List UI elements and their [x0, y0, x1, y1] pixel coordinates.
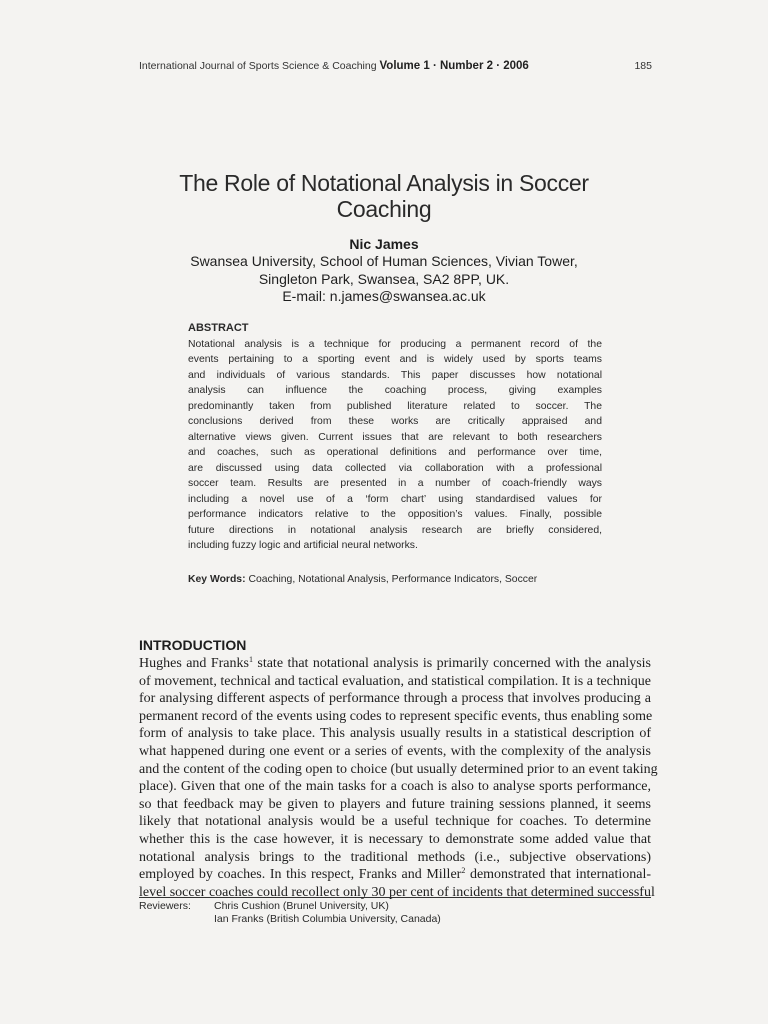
keywords-list: Coaching, Notational Analysis, Performance Indicators, Soccer — [248, 573, 538, 585]
reviewer-entry: Ian Franks (British Columbia University, Canada) — [214, 913, 441, 925]
abstract-line: conclusions derived from these works are critically appraised and — [188, 416, 602, 427]
abstract-section — [188, 321, 602, 587]
abstract-line: future directions in notational analysis research are briefly considered, — [188, 524, 602, 536]
body-line — [139, 866, 651, 884]
body-text-run: demonstrated that international- — [465, 867, 652, 883]
page-number: 185 — [634, 60, 652, 72]
abstract-line: including a novel use of a ‘form chart’ using standardised values for — [188, 493, 602, 505]
body-line: place). Given that one of the main tasks for a coach is also to analyse sports performance, — [139, 779, 651, 795]
affiliation-line: Swansea University, School of Human Sciences, Vivian Tower, — [190, 253, 578, 269]
abstract-line: and individuals of various standards. This paper discusses how notational — [188, 369, 602, 381]
abstract-line: Notational analysis is a technique for producing a permanent record of the — [188, 338, 602, 350]
abstract-line: predominantly taken from published literature related to soccer. The — [188, 400, 602, 412]
body-line: and the content of the coding open to choice (but usually determined prior to an event taking — [139, 761, 658, 777]
abstract-line: alternative views given. Current issues that are relevant to both researchers — [188, 431, 602, 443]
title-line: Coaching — [336, 196, 432, 222]
author-affiliation — [100, 253, 668, 306]
body-line: notational analysis brings to the traditional methods (i.e., subjective observations) — [139, 849, 651, 865]
author-email: E-mail: n.james@swansea.ac.uk — [282, 288, 486, 304]
keywords — [188, 572, 602, 588]
abstract-heading: ABSTRACT — [188, 322, 249, 334]
introduction-heading: INTRODUCTION — [139, 637, 247, 653]
body-line: likely that notational analysis would be a useful technique for coaches. To determine — [139, 814, 651, 830]
author-name: Nic James — [349, 236, 419, 252]
reviewer-entry: Chris Cushion (Brunel University, UK) — [214, 900, 389, 912]
journal-name: International Journal of Sports Science & Coaching — [139, 60, 377, 72]
body-line: so that feedback may be given to players and future training sessions planned, it seems — [139, 796, 651, 812]
body-line: for analysing different aspects of performance through a process that involves producing a — [139, 691, 651, 707]
body-line: permanent record of the events using codes to represent specific events, thus enabling some — [139, 708, 653, 724]
abstract-line: and coaches, such as operational definitions and performance over time, — [188, 447, 602, 458]
body-text-run: state that notational analysis is primarily concerned with the analysis — [252, 656, 651, 671]
reviewers-list — [214, 900, 441, 926]
abstract-line: are discussed using data collected via collaboration with a professional — [188, 462, 602, 474]
body-line: whether this is the case however, it is necessary to demonstrate some added value that — [139, 831, 651, 847]
volume-info: Volume 1 · Number 2 · 2006 — [379, 60, 529, 72]
article-title — [100, 170, 668, 222]
abstract-line: including fuzzy logic and artificial neural networks. — [188, 540, 418, 551]
body-line: form of analysis to take place. This analysis usually results in a statistical description of — [139, 726, 651, 742]
body-text-run: employed by coaches. In this respect, Franks and Miller — [139, 867, 462, 883]
abstract-line: performance indicators relative to the opposition’s values. Finally, possible — [188, 509, 602, 520]
body-line: what happened during one event or a series of events, with the complexity of the analysis — [139, 743, 651, 759]
abstract-line: analysis can influence the coaching process, giving examples — [188, 385, 602, 396]
abstract-line: soccer team. Results are presented in a number of coach-friendly ways — [188, 478, 602, 489]
body-text-run: Hughes and Franks — [139, 656, 249, 671]
body-line — [139, 655, 651, 673]
reference-marker: 2 — [461, 866, 466, 876]
running-head — [139, 60, 652, 72]
footer-divider — [139, 897, 651, 898]
abstract-body — [188, 337, 602, 554]
body-line: level soccer coaches could recollect only 30 per cent of incidents that determined successful — [139, 884, 655, 900]
abstract-line: events pertaining to a sporting event and is widely used by sports teams — [188, 354, 602, 365]
introduction-body — [139, 655, 658, 901]
keywords-label: Key Words: — [188, 573, 246, 585]
reference-marker: 1 — [248, 655, 253, 664]
body-line: of movement, technical and tactical evaluation, and statistical compilation. It is a technique — [139, 673, 651, 689]
title-line: The Role of Notational Analysis in Soccer — [179, 170, 589, 196]
affiliation-line: Singleton Park, Swansea, SA2 8PP, UK. — [258, 270, 510, 287]
reviewers-label: Reviewers: — [139, 900, 191, 912]
